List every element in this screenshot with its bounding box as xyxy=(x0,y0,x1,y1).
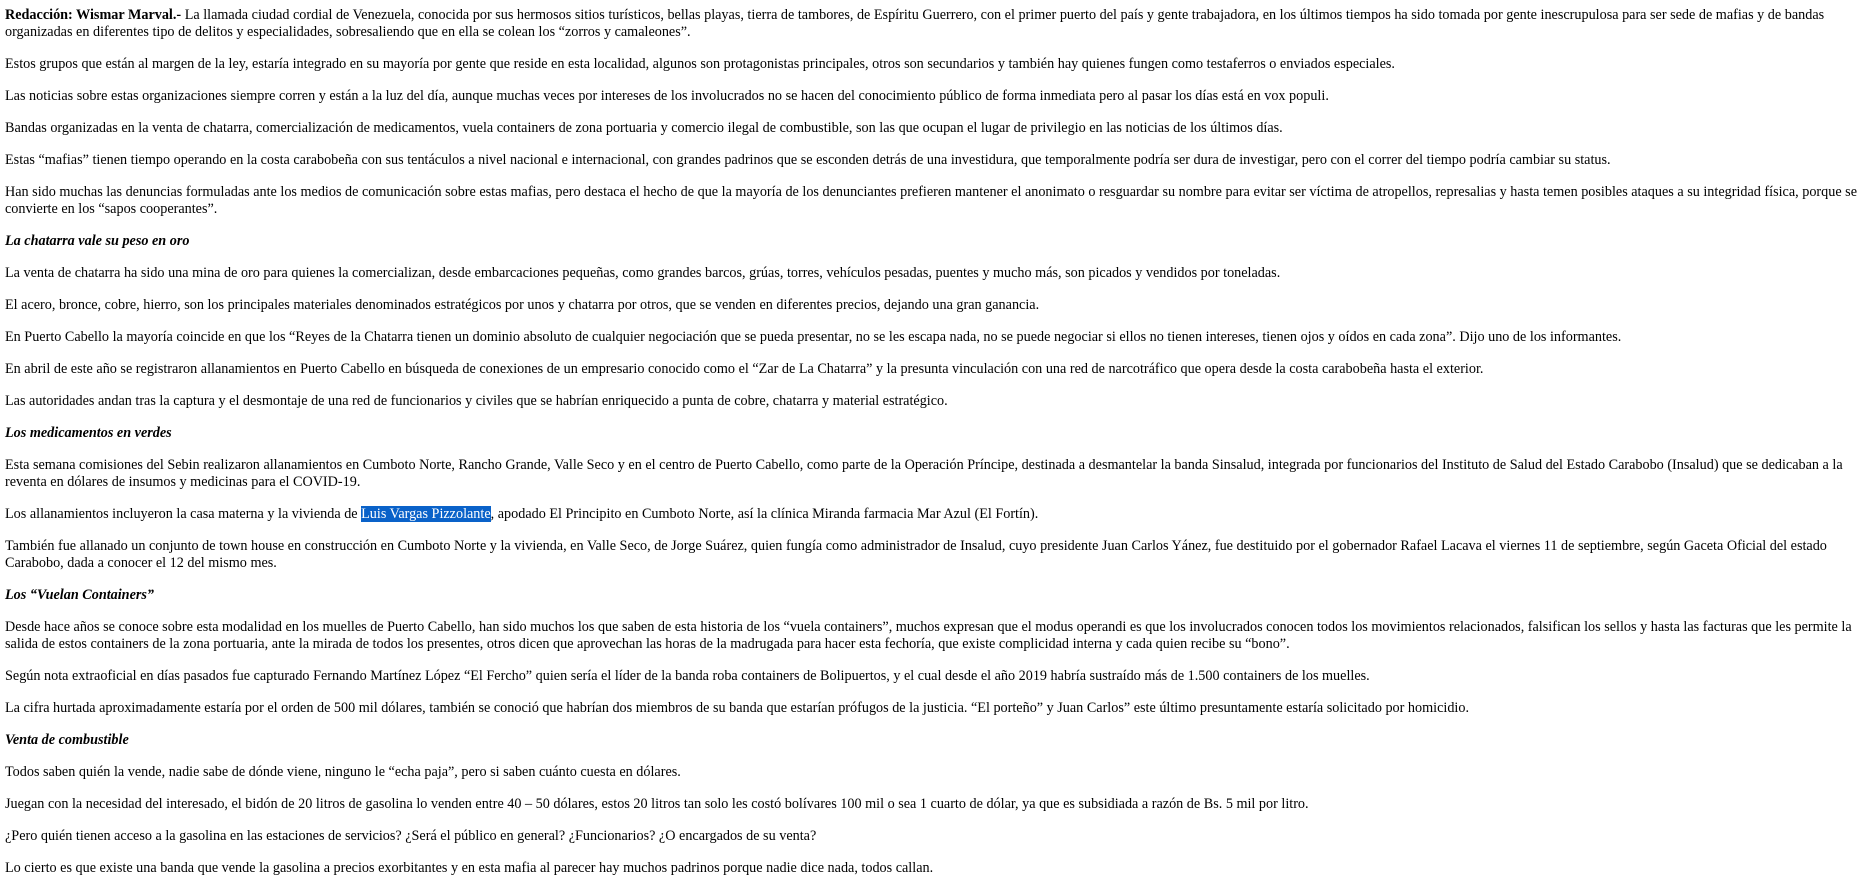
byline: Redacción: Wismar Marval.- xyxy=(5,7,182,23)
paragraph-cifra: La cifra hurtada aproximadamente estaría por el orden de 500 mil dólares, también se conoció que habrían dos miembros de su banda que estarían prófugos de la justicia. “El porteño” y Juan Carlos” este último presuntamente estaría solicitado por homicidio. xyxy=(5,700,1470,716)
paragraph-town-house: También fue allanado un conjunto de town house en construcción en Cumboto Norte y la vivienda, en Valle Seco, de Jorge Suárez, quien fungía como administrador de Insalud, cuyo presidente Juan Carlos Yánez, fue destituido por el gobernador Rafael Lacava el viernes 11 de septiembre, según Gaceta Oficial del estado Carabobo, dada a conocer el 12 del mismo mes. xyxy=(5,538,1827,571)
section-heading-medicamentos: Los medicamentos en verdes xyxy=(5,425,172,441)
paragraph-denuncias: Han sido muchas las denuncias formuladas ante los medios de comunicación sobre estas mafias, pero destaca el hecho de que la mayoría de los denunciantes prefieren mantener el anonimato o resguardar su nombre para evitar ser víctima de atropellos, represalias y hasta temen posibles ataques a su integridad física, porque se convierte en los “sapos cooperantes”. xyxy=(5,184,1857,217)
paragraph-modalidad: Desde hace años se conoce sobre esta modalidad en los muelles de Puerto Cabello, han sido muchos los que saben de esta historia de los “vuela containers”, muchos expresan que el modus operandi es que los involucrados conocen todos los movimientos relacionados, falsifican los sellos y hasta las facturas que les permite la salida de estos containers de la zona portuaria, ante la mirada de todos los presentes, otros dicen que aprovechan las horas de la madrugada para hacer esta fechoría, que existe complicidad interna y cada quien recibe su “bono”. xyxy=(5,619,1852,652)
paragraph-mafias: Estas “mafias” tienen tiempo operando en la costa carabobeña con sus tentáculos a nivel nacional e internacional, con grandes padrinos que se esconden detrás de una investidura, que temporalmente podría ser dura de investigar, pero con el correr del tiempo podría cambiar su status. xyxy=(5,152,1611,168)
allanamientos-text-before: Los allanamientos incluyeron la casa materna y la vivienda de xyxy=(5,506,362,522)
paragraph-autoridades: Las autoridades andan tras la captura y el desmontaje de una red de funcionarios y civiles que se habrían enriquecido a punta de cobre, chatarra y material estratégico. xyxy=(5,393,948,409)
section-heading-chatarra: La chatarra vale su peso en oro xyxy=(5,233,190,249)
intro-paragraph xyxy=(5,7,1876,41)
paragraph-fercho: Según nota extraoficial en días pasados fue capturado Fernando Martínez López “El Fercho” quien sería el líder de la banda roba containers de Bolipuertos, y el cual desde el año 2019 habría sustraído más de 1.500 containers de los muelles. xyxy=(5,668,1370,684)
paragraph-groups: Estos grupos que están al margen de la ley, estaría integrado en su mayoría por gente que reside en esta localidad, algunos son protagonistas principales, otros son secundarios y también hay quienes fungen como testaferros o enviados especiales. xyxy=(5,56,1395,72)
paragraph-news: Las noticias sobre estas organizaciones siempre corren y están a la luz del día, aunque muchas veces por intereses de los involucrados no se hacen del conocimiento público de forma inmediata pero al pasar los días está en vox populi. xyxy=(5,88,1329,104)
intro-text: La llamada ciudad cordial de Venezuela, conocida por sus hermosos sitios turísticos, bellas playas, tierra de tambores, de Espíritu Guerrero, con el primer puerto del país y gente trabajadora, en los últimos tiempos ha sido tomada por gente inescrupulosa para ser sede de mafias y de bandas organizadas en diferentes tipo de delitos y especialidades, sobresaliendo que en ella se colean los “zorros y camaleones”. xyxy=(5,7,1825,40)
section-heading-containers: Los “Vuelan Containers” xyxy=(5,587,155,603)
paragraph-preguntas: ¿Pero quién tienen acceso a la gasolina en las estaciones de servicios? ¿Será el público en general? ¿Funcionarios? ¿O encargados de su venta? xyxy=(5,828,817,844)
paragraph-allanamientos-vivienda xyxy=(5,506,1876,523)
section-heading-combustible: Venta de combustible xyxy=(5,732,129,748)
paragraph-bands: Bandas organizadas en la venta de chatarra, comercialización de medicamentos, vuela containers de zona portuaria y comercio ilegal de combustible, son las que ocupan el lugar de privilegio en las noticias de los últimos días. xyxy=(5,120,1283,136)
paragraph-allanamientos-abril: En abril de este año se registraron allanamientos en Puerto Cabello en búsqueda de conexiones de un empresario conocido como el “Zar de La Chatarra” y la presunta vinculación con una red de narcotráfico que opera desde la costa carabobeña hasta el exterior. xyxy=(5,361,1484,377)
paragraph-todos-saben: Todos saben quién la vende, nadie sabe de dónde viene, ninguno le “echa paja”, pero si saben cuánto cuesta en dólares. xyxy=(5,764,681,780)
paragraph-bidon: Juegan con la necesidad del interesado, el bidón de 20 litros de gasolina lo venden entre 40 – 50 dólares, estos 20 litros tan solo les costó bolívares 100 mil o sea 1 cuarto de dólar, ya que es subsidiada a razón de Bs. 5 mil por litro. xyxy=(5,796,1309,812)
paragraph-chatarra-venta: La venta de chatarra ha sido una mina de oro para quienes la comercializan, desde embarcaciones pequeñas, como grandes barcos, grúas, torres, vehículos pesadas, puentes y mucho más, son picados y vendidos por toneladas. xyxy=(5,265,1281,281)
paragraph-chatarra-materiales: El acero, bronce, cobre, hierro, son los principales materiales denominados estratégicos por unos y chatarra por otros, que se venden en diferentes precios, dejando una gran ganancia. xyxy=(5,297,1040,313)
paragraph-sebin: Esta semana comisiones del Sebin realizaron allanamientos en Cumboto Norte, Rancho Grande, Valle Seco y en el centro de Puerto Cabello, como parte de la Operación Príncipe, destinada a desmantelar la banda Sinsalud, integrada por funcionarios del Instituto de Salud del Estado Carabobo (Insalud) que se dedicaban a la reventa en dólares de insumos y medicinas para el COVID-19. xyxy=(5,457,1843,490)
selected-text-highlight[interactable]: Luis Vargas Pizzolante xyxy=(361,506,491,522)
paragraph-reyes-chatarra: En Puerto Cabello la mayoría coincide en que los “Reyes de la Chatarra tienen un dominio absoluto de cualquier negociación que se pueda presentar, no se les escapa nada, no se puede negociar si ellos no tienen intereses, tienen ojos y oídos en cada zona”. Dijo uno de los informantes. xyxy=(5,329,1622,345)
paragraph-conclusion: Lo cierto es que existe una banda que vende la gasolina a precios exorbitantes y en esta mafia al parecer hay muchos padrinos porque nadie dice nada, todos callan. xyxy=(5,860,934,876)
allanamientos-text-after: , apodado El Principito en Cumboto Norte, así la clínica Miranda farmacia Mar Azul (El Fortín). xyxy=(490,506,1039,522)
